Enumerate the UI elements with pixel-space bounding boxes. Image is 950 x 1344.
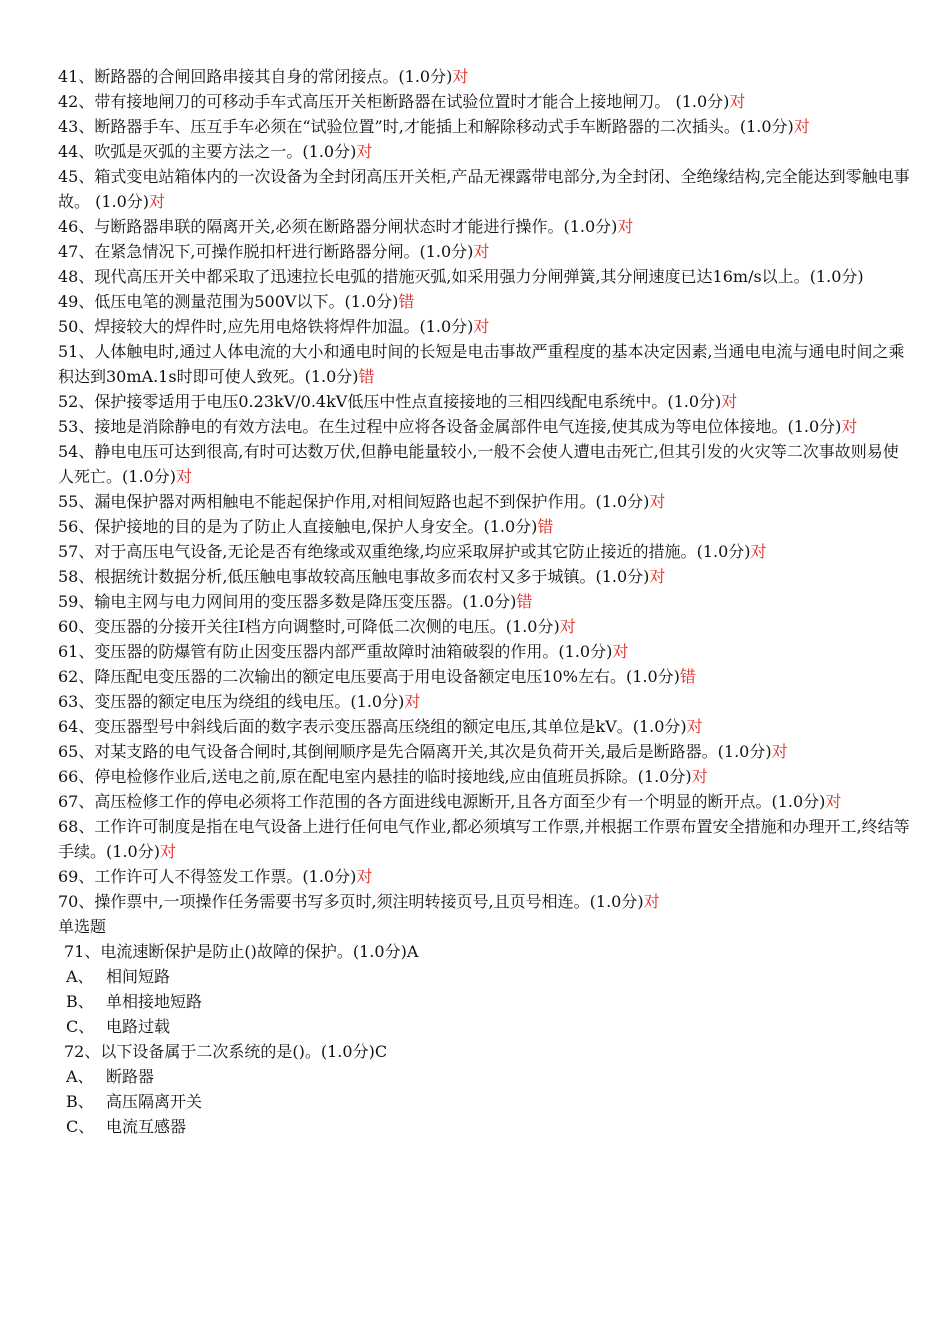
question-number: 58 [58,567,79,586]
question-number-separator: 、 [78,317,95,336]
question-number-separator: 、 [78,542,95,561]
question-number: 66 [58,767,79,786]
question-answer: 对 [175,467,192,486]
question-answer: 错 [516,592,533,611]
question-number: 68 [58,817,79,836]
question-text: 带有接地闸刀的可移动手车式高压开关柜断路器在试验位置时才能合上接地闸刀。 [94,92,676,111]
question-text: 对于高压电气设备,无论是否有绝缘或双重绝缘,均应采取屏护或其它防止接近的措施。 [94,542,697,561]
question-number: 63 [58,692,79,711]
question-answer: 对 [793,117,810,136]
question-answer: 对 [729,92,746,111]
question-text: 箱式变电站箱体内的一次设备为全封闭高压开关柜,产品无裸露带电部分,为全封闭、全绝缘结构,完全能达到零触电事故。 [58,167,910,211]
question-score: (1.0分) [771,792,826,811]
question-number-separator: 、 [78,592,95,611]
true-false-question-list [58,64,910,914]
question-item [58,264,910,289]
question-item [58,739,910,764]
question-number: 67 [58,792,79,811]
question-answer: 错 [679,667,696,686]
option-text: 断路器 [106,1067,155,1086]
question-number-separator: 、 [78,642,95,661]
question-score: (1.0分) [787,417,842,436]
question-answer: 对 [452,67,469,86]
question-number: 72 [64,1042,85,1061]
option-text: 相间短路 [106,967,171,986]
question-score: (1.0分) [717,742,772,761]
question-text: 变压器的额定电压为绕组的线电压。 [94,692,351,711]
question-answer: C [374,1042,388,1061]
question-text: 断路器的合闸回路串接其自身的常闭接点。 [94,67,399,86]
question-number-separator: 、 [78,142,95,161]
question-score: (1.0分) [350,692,405,711]
question-answer: 对 [750,542,767,561]
option-label: B、 [66,1092,94,1111]
question-number: 70 [58,892,79,911]
question-text: 操作票中,一项操作任务需要书写多页时,须注明转接页号,且页号相连。 [94,892,590,911]
question-text: 吹弧是灭弧的主要方法之一。 [94,142,303,161]
question-number-separator: 、 [78,767,95,786]
question-number: 52 [58,392,79,411]
question-answer: 对 [617,217,634,236]
question-text: 保护接地的目的是为了防止人直接触电,保护人身安全。 [94,517,484,536]
question-item [58,489,910,514]
question-text: 根据统计数据分析,低压触电事故较高压触电事故多而农村又多于城镇。 [94,567,596,586]
question-number-separator: 、 [78,242,95,261]
question-score: (1.0分) [344,292,399,311]
question-text: 对某支路的电气设备合闸时,其倒闸顺序是先合隔离开关,其次是负荷开关,最后是断路器。 [94,742,718,761]
question-text: 保护接零适用于电压0.23kV/0.4kV低压中性点直接接地的三相四线配电系统中。 [94,392,668,411]
question-item [58,139,910,164]
question-item [58,314,910,339]
question-item [58,339,910,389]
question-number-separator: 、 [78,67,95,86]
choice-option [58,1114,910,1139]
question-score: (1.0分) [696,542,751,561]
question-number-separator: 、 [78,217,95,236]
question-number: 44 [58,142,79,161]
question-text: 高压检修工作的停电必须将工作范围的各方面进线电源断开,且各方面至少有一个明显的断开点。 [94,792,772,811]
question-text: 断路器手车、压互手车必须在“试验位置”时,才能插上和解除移动式手车断路器的二次插头。 [94,117,740,136]
question-number-separator: 、 [78,517,95,536]
question-item [58,439,910,489]
question-number-separator: 、 [84,1042,101,1061]
question-score: (1.0分) [106,842,160,861]
question-answer: 对 [473,317,490,336]
question-score: (1.0分) [419,317,474,336]
question-score: (1.0分) [483,517,538,536]
question-answer: 对 [841,417,858,436]
question-number: 53 [58,417,79,436]
question-number-separator: 、 [78,567,95,586]
choice-option [58,1014,910,1039]
option-label: C、 [66,1017,95,1036]
question-answer: 对 [721,392,738,411]
question-item [58,614,910,639]
question-number: 49 [58,292,79,311]
question-score: (1.0分) [632,717,687,736]
question-item [58,64,910,89]
question-number-separator: 、 [78,342,95,361]
question-text: 接地是消除静电的有效方法电。在生过程中应将各设备金属部件电气连接,使其成为等电位体接地。 [94,417,788,436]
question-text: 在紧急情况下,可操作脱扣杆进行断路器分闸。 [94,242,420,261]
question-item [58,389,910,414]
question-item [58,114,910,139]
question-answer: 错 [358,367,375,386]
question-score: (1.0分) [95,192,150,211]
question-answer: 对 [356,867,373,886]
option-label: A、 [66,967,94,986]
question-number-separator: 、 [78,667,95,686]
question-item [58,714,910,739]
question-score: (1.0分) [352,942,407,961]
question-answer: 对 [149,192,166,211]
question-number: 61 [58,642,79,661]
question-score: (1.0分) [122,467,176,486]
question-number: 65 [58,742,79,761]
question-text: 降压配电变压器的二次输出的额定电压要高于用电设备额定电压10%左右。 [94,667,626,686]
option-label: C、 [66,1117,95,1136]
choice-option [58,964,910,989]
option-label: A、 [66,1067,94,1086]
choice-option [58,1064,910,1089]
question-number-separator: 、 [78,867,95,886]
question-number-separator: 、 [78,442,95,461]
question-item [58,639,910,664]
question-number-separator: 、 [78,817,95,836]
question-text: 以下设备属于二次系统的是()。 [100,1042,321,1061]
question-text: 漏电保护器对两相触电不能起保护作用,对相间短路也起不到保护作用。 [94,492,596,511]
question-score: (1.0分) [595,567,650,586]
question-score: (1.0分) [589,892,644,911]
question-number: 43 [58,117,79,136]
question-answer: 对 [643,892,660,911]
question-text: 停电检修作业后,送电之前,原在配电室内悬挂的临时接地线,应由值班员拆除。 [94,767,638,786]
choice-question [58,1039,910,1064]
question-number-separator: 、 [78,717,95,736]
option-label: B、 [66,992,94,1011]
question-number: 42 [58,92,79,111]
question-score: (1.0分) [558,642,613,661]
question-item [58,164,910,214]
question-number: 56 [58,517,79,536]
question-number-separator: 、 [78,167,95,186]
question-answer: 对 [649,567,666,586]
question-number: 48 [58,267,79,286]
option-text: 电流互感器 [106,1117,187,1136]
single-choice-question-list [58,939,910,1139]
question-text: 低压电笔的测量范围为500V以下。 [94,292,345,311]
question-answer: 错 [398,292,415,311]
question-item [58,539,910,564]
question-score: (1.0分) [739,117,794,136]
question-text: 工作许可人不得签发工作票。 [94,867,303,886]
question-item [58,514,910,539]
question-item [58,764,910,789]
question-text: 焊接较大的焊件时,应先用电烙铁将焊件加温。 [94,317,420,336]
question-number-separator: 、 [78,117,95,136]
question-number: 60 [58,617,79,636]
question-text: 工作许可制度是指在电气设备上进行任何电气作业,都必须填写工作票,并根据工作票布置安全措施和办理开工,终结等手续。 [58,817,910,861]
question-answer: 错 [537,517,554,536]
question-item [58,239,910,264]
question-score: (1.0分) [302,867,357,886]
question-score: (1.0分) [809,267,864,286]
question-number: 54 [58,442,79,461]
question-text: 与断路器串联的隔离开关,必须在断路器分闸状态时才能进行操作。 [94,217,564,236]
question-text: 电流速断保护是防止()故障的保护。 [100,942,353,961]
question-number-separator: 、 [78,892,95,911]
question-number: 64 [58,717,79,736]
question-item [58,564,910,589]
question-number: 71 [64,942,85,961]
question-number: 62 [58,667,79,686]
question-item [58,664,910,689]
question-number-separator: 、 [84,942,101,961]
question-score: (1.0分) [675,92,730,111]
question-score: (1.0分) [398,67,453,86]
question-score: (1.0分) [595,492,650,511]
question-number-separator: 、 [78,492,95,511]
question-answer: 对 [612,642,629,661]
question-number: 57 [58,542,79,561]
question-text: 静电电压可达到很高,有时可达数万伏,但静电能量较小,一般不会使人遭电击死亡,但其引发的火灾等二次事故则易使人死亡。 [58,442,899,486]
question-number-separator: 、 [78,392,95,411]
question-item [58,789,910,814]
question-number: 51 [58,342,79,361]
question-number-separator: 、 [78,792,95,811]
question-score: (1.0分) [419,242,474,261]
question-answer: 对 [473,242,490,261]
question-text: 变压器型号中斜线后面的数字表示变压器高压绕组的额定电压,其单位是kV。 [94,717,633,736]
question-score: (1.0分) [462,592,517,611]
question-number-separator: 、 [78,292,95,311]
question-score: (1.0分) [320,1042,375,1061]
question-answer: 对 [691,767,708,786]
question-score: (1.0分) [667,392,722,411]
question-item [58,814,910,864]
question-answer: 对 [649,492,666,511]
question-item [58,864,910,889]
question-item [58,214,910,239]
question-text: 变压器的分接开关往Ⅰ档方向调整时,可降低二次侧的电压。 [94,617,506,636]
question-number: 47 [58,242,79,261]
question-score: (1.0分) [505,617,560,636]
question-number: 59 [58,592,79,611]
section-title: 单选题 [58,917,107,936]
question-item [58,89,910,114]
question-number-separator: 、 [78,742,95,761]
question-item [58,289,910,314]
question-score: (1.0分) [625,667,680,686]
question-number: 50 [58,317,79,336]
question-number-separator: 、 [78,692,95,711]
question-answer: 对 [356,142,373,161]
question-answer: 对 [159,842,176,861]
question-answer: 对 [771,742,788,761]
question-number: 69 [58,867,79,886]
question-score: (1.0分) [304,367,359,386]
question-score: (1.0分) [563,217,618,236]
question-number: 55 [58,492,79,511]
question-item [58,414,910,439]
question-answer: 对 [825,792,842,811]
choice-option [58,989,910,1014]
option-text: 高压隔离开关 [106,1092,203,1111]
question-text: 现代高压开关中都采取了迅速拉长电弧的措施灭弧,如采用强力分闸弹簧,其分闸速度已达16m/s以上。 [94,267,810,286]
question-text: 人体触电时,通过人体电流的大小和通电时间的长短是电击事故严重程度的基本决定因素,当通电电流与通电时间之乘积达到30mA.1s时即可使人致死。 [58,342,905,386]
question-number: 46 [58,217,79,236]
question-number-separator: 、 [78,267,95,286]
question-answer: 对 [559,617,576,636]
question-score: (1.0分) [637,767,692,786]
question-item [58,689,910,714]
question-answer: A [406,942,419,961]
choice-question [58,939,910,964]
option-text: 电路过载 [106,1017,171,1036]
question-number-separator: 、 [78,617,95,636]
question-answer: 对 [686,717,703,736]
question-number: 45 [58,167,79,186]
question-number: 41 [58,67,79,86]
document-content [58,64,910,1139]
option-text: 单相接地短路 [106,992,203,1011]
question-text: 输电主网与电力网间用的变压器多数是降压变压器。 [94,592,463,611]
question-item [58,889,910,914]
question-answer: 对 [404,692,421,711]
question-number-separator: 、 [78,417,95,436]
question-number-separator: 、 [78,92,95,111]
question-score: (1.0分) [302,142,357,161]
question-text: 变压器的防爆管有防止因变压器内部严重故障时油箱破裂的作用。 [94,642,559,661]
choice-option [58,1089,910,1114]
question-item [58,589,910,614]
